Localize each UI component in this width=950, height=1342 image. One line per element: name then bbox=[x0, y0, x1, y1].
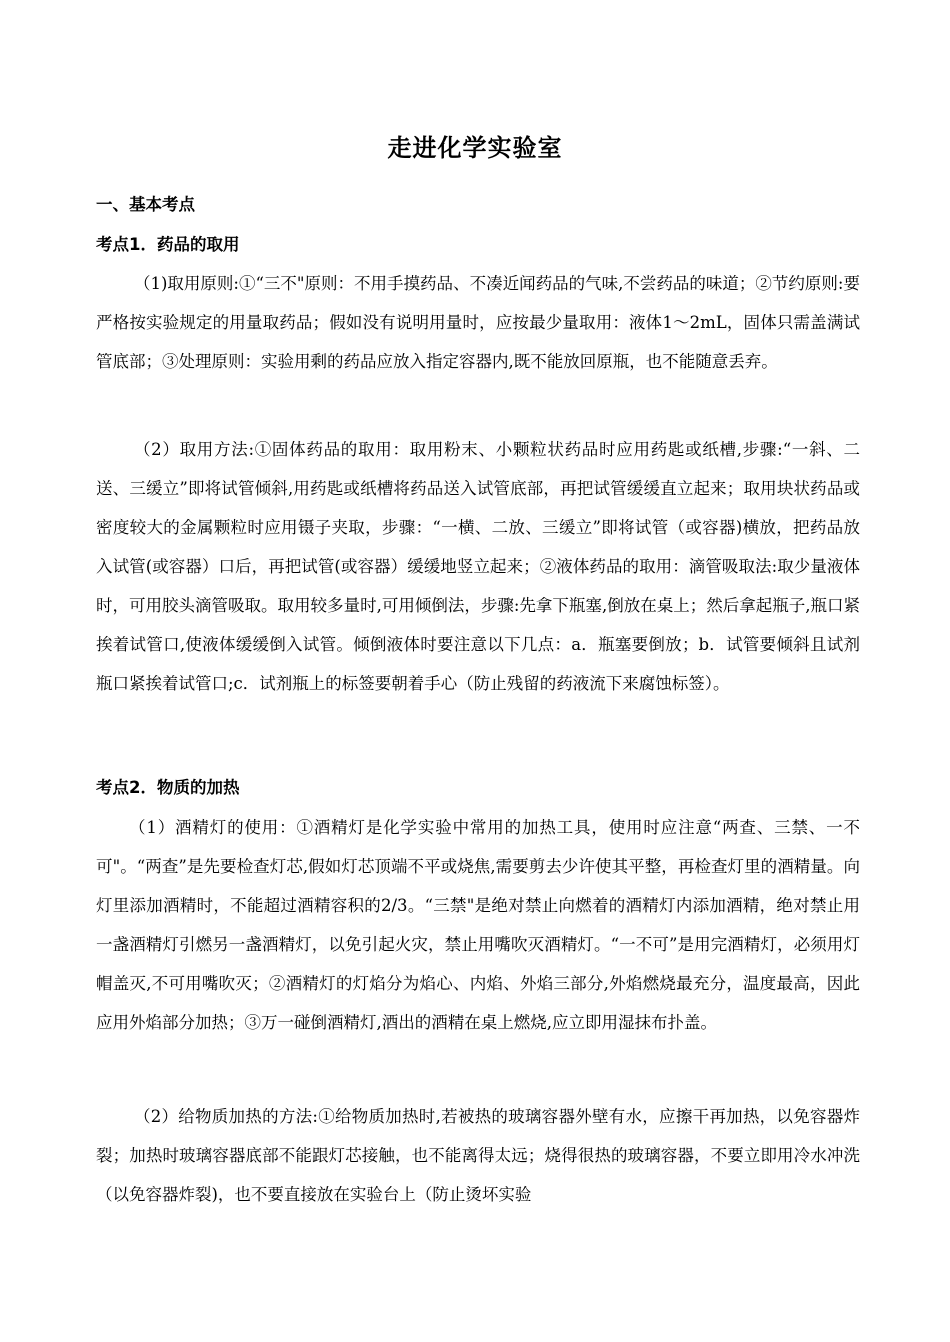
point1-paragraph-1: （1)取用原则:①“三不"原则：不用手摸药品、不凑近闻药品的气味,不尝药品的味道；②节约原则:要严格按实验规定的用量取药品；假如没有说明用量时，应按最少量取用：液体1～2mL，固体只需盖满试管底部；③处理原则：实验用剩的药品应放入指定容器内,既不能放回原瓶，也不能随意丢弃。 bbox=[96, 274, 860, 371]
point1-heading: 考点1．药品的取用 bbox=[96, 235, 240, 254]
section-heading-basics: 一、基本考点 bbox=[96, 195, 195, 214]
page-title: 走进化学实验室 bbox=[387, 134, 563, 162]
point2-heading: 考点2．物质的加热 bbox=[96, 778, 240, 797]
point1-paragraph-2: （2）取用方法:①固体药品的取用：取用粉末、小颗粒状药品时应用药匙或纸槽,步骤:“一斜、二送、三缓立”即将试管倾斜,用药匙或纸槽将药品送入试管底部，再把试管缓缓直立起来；取用块状药品或密度较大的金属颗粒时应用镊子夹取，步骤：“一横、二放、三缓立”即将试管（或容器)横放，把药品放入试管(或容器）口后，再把试管(或容器）缓缓地竖立起来；②液体药品的取用：滴管吸取法:取少量液体时，可用胶头滴管吸取。取用较多量时,可用倾倒法，步骤:先拿下瓶塞,倒放在桌上；然后拿起瓶子,瓶口紧挨着试管口,使液体缓缓倒入试管。倾倒液体时要注意以下几点：a．瓶塞要倒放；b．试管要倾斜且试剂瓶口紧挨着试管口;c．试剂瓶上的标签要朝着手心（防止残留的药液流下来腐蚀标签）。 bbox=[96, 440, 860, 693]
point2-paragraph-1: （1）酒精灯的使用：①酒精灯是化学实验中常用的加热工具，使用时应注意“两查、三禁、一不可"。“两查”是先要检查灯芯,假如灯芯顶端不平或烧焦,需要剪去少许使其平整，再检查灯里的酒精量。向灯里添加酒精时，不能超过酒精容积的2/3。“三禁"是绝对禁止向燃着的酒精灯内添加酒精，绝对禁止用一盏酒精灯引燃另一盏酒精灯，以免引起火灾，禁止用嘴吹灭酒精灯。“一不可”是用完酒精灯，必须用灯帽盖灭,不可用嘴吹灭；②酒精灯的灯焰分为焰心、内焰、外焰三部分,外焰燃烧最充分，温度最高，因此应用外焰部分加热；③万一碰倒酒精灯,酒出的酒精在桌上燃烧,应立即用湿抹布扑盖。 bbox=[96, 818, 860, 1032]
point2-paragraph-2: （2）给物质加热的方法:①给物质加热时,若被热的玻璃容器外壁有水，应擦干再加热，以免容器炸裂；加热时玻璃容器底部不能跟灯芯接触，也不能离得太远；烧得很热的玻璃容器，不要立即用冷水冲洗（以免容器炸裂)，也不要直接放在实验台上（防止烫坏实验 bbox=[96, 1107, 860, 1204]
